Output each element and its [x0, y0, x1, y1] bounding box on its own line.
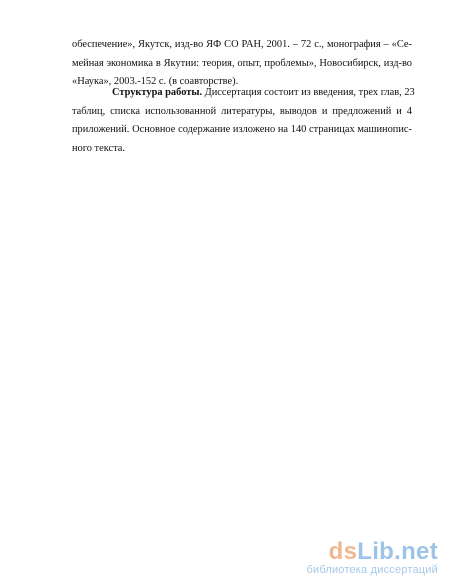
structure-heading: Структура работы.	[112, 87, 203, 98]
text-line: ного текста.	[72, 142, 125, 154]
text-line	[72, 84, 415, 103]
text-line: «Наука», 2003.-152 с. (в соавторстве).	[72, 76, 239, 87]
structure-text: Диссертация состоит из введения, трех глав, 23	[202, 87, 415, 98]
dslib-watermark	[306, 540, 438, 576]
text-line: таблиц, списка использованной литературы, выводов и предложений и 4	[72, 105, 412, 117]
text-line: мейная экономика в Якутии: теория, опыт, проблемы», Новосибирск, изд-во	[72, 57, 412, 69]
text-line: приложений. Основное содержание изложено на 140 страницах машинопис-	[72, 124, 412, 135]
dslib-logo: dsLib.net	[328, 538, 438, 565]
structure-paragraph	[72, 84, 415, 158]
text-line: обеспечение», Якутск, изд-во ЯФ СО РАН, 2001. – 72 с., монография – «Се-	[72, 39, 412, 50]
watermark-subtitle: библиотека диссертаций	[306, 564, 438, 576]
